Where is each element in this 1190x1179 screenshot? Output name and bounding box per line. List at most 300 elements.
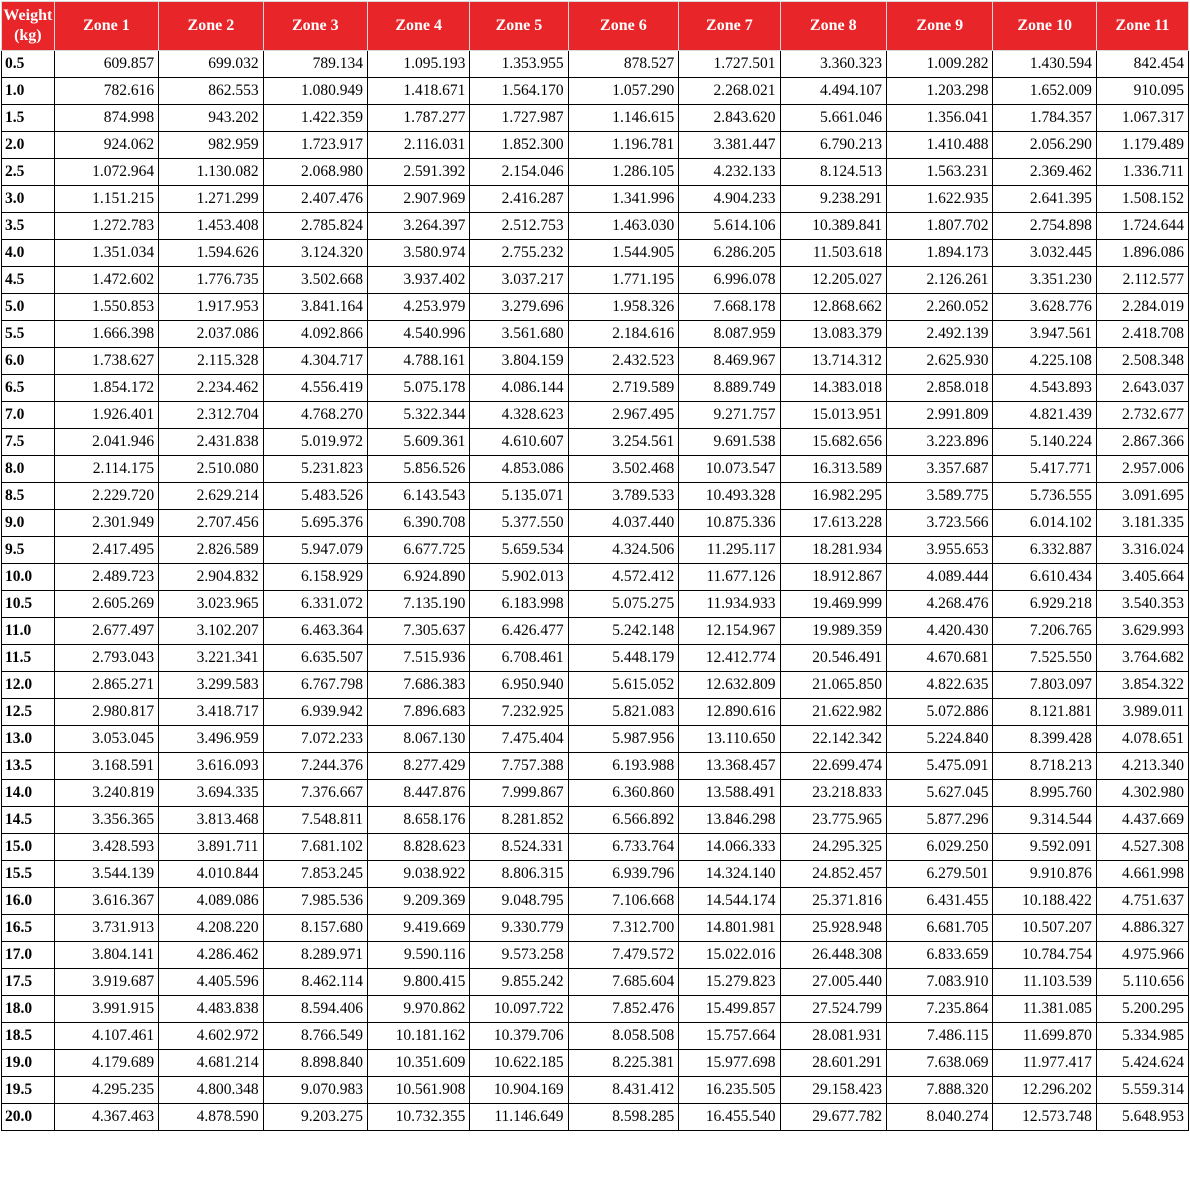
- rate-cell: 9.209.369: [367, 888, 469, 915]
- rate-cell: 5.483.526: [263, 483, 367, 510]
- rate-cell: 4.494.107: [780, 78, 886, 105]
- zone-header: Zone 11: [1096, 2, 1188, 51]
- rate-cell: 6.733.764: [568, 834, 679, 861]
- rate-cell: 12.632.809: [679, 672, 780, 699]
- weight-cell: 15.5: [2, 861, 55, 888]
- table-row: [2, 834, 1189, 861]
- rate-cell: 4.225.108: [993, 348, 1096, 375]
- rate-cell: 1.926.401: [54, 402, 158, 429]
- rate-cell: 6.939.942: [263, 699, 367, 726]
- rate-cell: 1.179.489: [1096, 132, 1188, 159]
- rate-cell: 3.279.696: [470, 294, 568, 321]
- rate-cell: 2.115.328: [159, 348, 263, 375]
- rate-cell: 6.790.213: [780, 132, 886, 159]
- rate-cell: 3.804.159: [470, 348, 568, 375]
- rate-cell: 4.661.998: [1096, 861, 1188, 888]
- rate-cell: 8.277.429: [367, 753, 469, 780]
- rate-cell: 6.014.102: [993, 510, 1096, 537]
- rate-cell: 1.896.086: [1096, 240, 1188, 267]
- table-row: [2, 78, 1189, 105]
- rate-cell: 2.112.577: [1096, 267, 1188, 294]
- rate-cell: 7.305.637: [367, 618, 469, 645]
- rate-cell: 1.095.193: [367, 51, 469, 78]
- rate-cell: 2.826.589: [159, 537, 263, 564]
- rate-cell: 2.785.824: [263, 213, 367, 240]
- rate-cell: 7.206.765: [993, 618, 1096, 645]
- rate-cell: 1.422.359: [263, 105, 367, 132]
- rate-cell: 9.800.415: [367, 969, 469, 996]
- rate-cell: 20.546.491: [780, 645, 886, 672]
- rate-cell: 2.416.287: [470, 186, 568, 213]
- rate-cell: 3.168.591: [54, 753, 158, 780]
- rate-cell: 3.764.682: [1096, 645, 1188, 672]
- rate-cell: 4.179.689: [54, 1050, 158, 1077]
- table-row: [2, 699, 1189, 726]
- rate-cell: 5.417.771: [993, 456, 1096, 483]
- rate-cell: 9.970.862: [367, 996, 469, 1023]
- rate-cell: 6.833.659: [887, 942, 993, 969]
- rate-cell: 1.666.398: [54, 321, 158, 348]
- zone-header: Zone 6: [568, 2, 679, 51]
- rate-cell: 9.038.922: [367, 861, 469, 888]
- rate-cell: 3.316.024: [1096, 537, 1188, 564]
- rate-cell: 3.919.687: [54, 969, 158, 996]
- rate-cell: 7.486.115: [887, 1023, 993, 1050]
- rate-cell: 6.390.708: [367, 510, 469, 537]
- rate-cell: 15.757.664: [679, 1023, 780, 1050]
- rate-cell: 4.540.996: [367, 321, 469, 348]
- rate-cell: 6.426.477: [470, 618, 568, 645]
- zone-header: Zone 9: [887, 2, 993, 51]
- rate-cell: 16.982.295: [780, 483, 886, 510]
- table-row: [2, 1104, 1189, 1131]
- rate-cell: 1.738.627: [54, 348, 158, 375]
- weight-cell: 12.0: [2, 672, 55, 699]
- rate-cell: 12.154.967: [679, 618, 780, 645]
- rate-cell: 1.356.041: [887, 105, 993, 132]
- rate-cell: 11.103.539: [993, 969, 1096, 996]
- rate-cell: 6.566.892: [568, 807, 679, 834]
- rate-cell: 2.677.497: [54, 618, 158, 645]
- rate-cell: 5.736.555: [993, 483, 1096, 510]
- rate-cell: 6.158.929: [263, 564, 367, 591]
- rate-cell: 9.910.876: [993, 861, 1096, 888]
- rate-cell: 4.304.717: [263, 348, 367, 375]
- rate-cell: 4.092.866: [263, 321, 367, 348]
- rate-cell: 8.058.508: [568, 1023, 679, 1050]
- weight-cell: 0.5: [2, 51, 55, 78]
- rate-cell: 4.788.161: [367, 348, 469, 375]
- rate-cell: 8.225.381: [568, 1050, 679, 1077]
- rate-cell: 7.475.404: [470, 726, 568, 753]
- rate-cell: 24.295.325: [780, 834, 886, 861]
- rate-cell: 2.732.677: [1096, 402, 1188, 429]
- rate-cell: 3.124.320: [263, 240, 367, 267]
- table-row: [2, 915, 1189, 942]
- rate-cell: 4.078.651: [1096, 726, 1188, 753]
- rate-cell: 2.843.620: [679, 105, 780, 132]
- rate-cell: 7.106.668: [568, 888, 679, 915]
- rate-cell: 16.235.505: [679, 1077, 780, 1104]
- rate-cell: 2.369.462: [993, 159, 1096, 186]
- rate-cell: 11.934.933: [679, 591, 780, 618]
- rate-cell: 1.080.949: [263, 78, 367, 105]
- rate-cell: 3.789.533: [568, 483, 679, 510]
- weight-cell: 8.0: [2, 456, 55, 483]
- rate-cell: 9.590.116: [367, 942, 469, 969]
- rate-cell: 8.399.428: [993, 726, 1096, 753]
- rate-cell: 4.670.681: [887, 645, 993, 672]
- rate-cell: 3.053.045: [54, 726, 158, 753]
- weight-cell: 17.5: [2, 969, 55, 996]
- weight-cell: 14.5: [2, 807, 55, 834]
- rate-cell: 5.648.953: [1096, 1104, 1188, 1131]
- rate-cell: 2.056.290: [993, 132, 1096, 159]
- rate-cell: 1.724.644: [1096, 213, 1188, 240]
- weight-cell: 20.0: [2, 1104, 55, 1131]
- rate-cell: 9.330.779: [470, 915, 568, 942]
- rate-cell: 8.040.274: [887, 1104, 993, 1131]
- rate-cell: 2.629.214: [159, 483, 263, 510]
- rate-cell: 3.240.819: [54, 780, 158, 807]
- rate-cell: 2.184.616: [568, 321, 679, 348]
- table-row: [2, 537, 1189, 564]
- rate-cell: 19.469.999: [780, 591, 886, 618]
- rate-cell: 4.853.086: [470, 456, 568, 483]
- rate-cell: 1.130.082: [159, 159, 263, 186]
- rate-cell: 5.448.179: [568, 645, 679, 672]
- rate-cell: 2.268.021: [679, 78, 780, 105]
- rate-cell: 8.594.406: [263, 996, 367, 1023]
- rate-cell: 23.775.965: [780, 807, 886, 834]
- table-row: [2, 51, 1189, 78]
- rate-cell: 3.991.915: [54, 996, 158, 1023]
- rate-cell: 7.376.667: [263, 780, 367, 807]
- table-row: [2, 780, 1189, 807]
- rate-cell: 16.455.540: [679, 1104, 780, 1131]
- rate-cell: 1.508.152: [1096, 186, 1188, 213]
- rate-cell: 5.424.624: [1096, 1050, 1188, 1077]
- rate-cell: 1.594.626: [159, 240, 263, 267]
- rate-cell: 4.268.476: [887, 591, 993, 618]
- rate-cell: 9.203.275: [263, 1104, 367, 1131]
- rate-cell: 7.757.388: [470, 753, 568, 780]
- rate-cell: 3.502.468: [568, 456, 679, 483]
- rate-cell: 3.357.687: [887, 456, 993, 483]
- rate-cell: 6.929.218: [993, 591, 1096, 618]
- rate-cell: 2.867.366: [1096, 429, 1188, 456]
- rate-cell: 3.544.139: [54, 861, 158, 888]
- rate-table-body: [2, 51, 1189, 1131]
- rate-cell: 6.332.887: [993, 537, 1096, 564]
- rate-cell: 1.564.170: [470, 78, 568, 105]
- rate-cell: 12.890.616: [679, 699, 780, 726]
- rate-cell: 1.652.009: [993, 78, 1096, 105]
- rate-cell: 11.677.126: [679, 564, 780, 591]
- rate-cell: 13.714.312: [780, 348, 886, 375]
- rate-cell: 4.086.144: [470, 375, 568, 402]
- rate-cell: 6.029.250: [887, 834, 993, 861]
- rate-cell: 7.525.550: [993, 645, 1096, 672]
- rate-cell: 4.572.412: [568, 564, 679, 591]
- rate-cell: 6.708.461: [470, 645, 568, 672]
- rate-cell: 7.853.245: [263, 861, 367, 888]
- rate-cell: 6.677.725: [367, 537, 469, 564]
- rate-cell: 4.821.439: [993, 402, 1096, 429]
- weight-header-line2: (kg): [14, 27, 42, 44]
- table-row: [2, 726, 1189, 753]
- rate-cell: 2.957.006: [1096, 456, 1188, 483]
- rate-cell: 1.203.298: [887, 78, 993, 105]
- rate-cell: 11.146.649: [470, 1104, 568, 1131]
- rate-cell: 14.383.018: [780, 375, 886, 402]
- rate-cell: 4.751.637: [1096, 888, 1188, 915]
- rate-cell: 11.295.117: [679, 537, 780, 564]
- rate-cell: 4.886.327: [1096, 915, 1188, 942]
- rate-cell: 2.432.523: [568, 348, 679, 375]
- rate-cell: 6.286.205: [679, 240, 780, 267]
- rate-cell: 4.768.270: [263, 402, 367, 429]
- rate-cell: 8.462.114: [263, 969, 367, 996]
- rate-cell: 28.081.931: [780, 1023, 886, 1050]
- rate-cell: 8.524.331: [470, 834, 568, 861]
- rate-cell: 6.924.890: [367, 564, 469, 591]
- rate-cell: 5.695.376: [263, 510, 367, 537]
- rate-cell: 1.622.935: [887, 186, 993, 213]
- rate-cell: 15.977.698: [679, 1050, 780, 1077]
- rate-cell: 4.483.838: [159, 996, 263, 1023]
- rate-cell: 2.641.395: [993, 186, 1096, 213]
- rate-cell: 5.475.091: [887, 753, 993, 780]
- rate-cell: 12.868.662: [780, 294, 886, 321]
- rate-cell: 8.067.130: [367, 726, 469, 753]
- rate-cell: 4.367.463: [54, 1104, 158, 1131]
- rate-cell: 4.527.308: [1096, 834, 1188, 861]
- rate-cell: 7.479.572: [568, 942, 679, 969]
- rate-cell: 2.312.704: [159, 402, 263, 429]
- rate-cell: 25.371.816: [780, 888, 886, 915]
- rate-cell: 8.718.213: [993, 753, 1096, 780]
- rate-cell: 7.681.102: [263, 834, 367, 861]
- rate-cell: 6.431.455: [887, 888, 993, 915]
- rate-cell: 4.556.419: [263, 375, 367, 402]
- rate-cell: 1.410.488: [887, 132, 993, 159]
- rate-cell: 3.804.141: [54, 942, 158, 969]
- rate-cell: 3.223.896: [887, 429, 993, 456]
- rate-cell: 1.563.231: [887, 159, 993, 186]
- rate-cell: 8.469.967: [679, 348, 780, 375]
- rate-cell: 1.784.357: [993, 105, 1096, 132]
- table-row: [2, 510, 1189, 537]
- rate-cell: 10.188.422: [993, 888, 1096, 915]
- weight-cell: 2.5: [2, 159, 55, 186]
- rate-cell: 1.286.105: [568, 159, 679, 186]
- zone-header: Zone 8: [780, 2, 886, 51]
- rate-cell: 8.806.315: [470, 861, 568, 888]
- rate-cell: 1.271.299: [159, 186, 263, 213]
- rate-cell: 3.381.447: [679, 132, 780, 159]
- rate-cell: 2.865.271: [54, 672, 158, 699]
- rate-cell: 8.658.176: [367, 807, 469, 834]
- rate-cell: 2.126.261: [887, 267, 993, 294]
- rate-cell: 8.598.285: [568, 1104, 679, 1131]
- rate-cell: 2.508.348: [1096, 348, 1188, 375]
- rate-cell: 2.431.838: [159, 429, 263, 456]
- rate-cell: 609.857: [54, 51, 158, 78]
- table-row: [2, 618, 1189, 645]
- weight-cell: 3.5: [2, 213, 55, 240]
- rate-cell: 7.232.925: [470, 699, 568, 726]
- rate-cell: 1.787.277: [367, 105, 469, 132]
- rate-cell: 5.947.079: [263, 537, 367, 564]
- rate-cell: 4.681.214: [159, 1050, 263, 1077]
- rate-cell: 1.336.711: [1096, 159, 1188, 186]
- rate-cell: 2.492.139: [887, 321, 993, 348]
- rate-cell: 1.341.996: [568, 186, 679, 213]
- rate-cell: 4.295.235: [54, 1077, 158, 1104]
- rate-cell: 2.489.723: [54, 564, 158, 591]
- rate-cell: 18.912.867: [780, 564, 886, 591]
- rate-cell: 14.066.333: [679, 834, 780, 861]
- rate-cell: 9.271.757: [679, 402, 780, 429]
- rate-cell: 21.622.982: [780, 699, 886, 726]
- rate-cell: 3.264.397: [367, 213, 469, 240]
- rate-cell: 782.616: [54, 78, 158, 105]
- weight-cell: 10.0: [2, 564, 55, 591]
- weight-cell: 3.0: [2, 186, 55, 213]
- table-row: [2, 942, 1189, 969]
- rate-cell: 15.013.951: [780, 402, 886, 429]
- rate-cell: 2.754.898: [993, 213, 1096, 240]
- table-row: [2, 321, 1189, 348]
- rate-cell: 10.561.908: [367, 1077, 469, 1104]
- rate-cell: 4.208.220: [159, 915, 263, 942]
- rate-cell: 3.254.561: [568, 429, 679, 456]
- weight-cell: 11.0: [2, 618, 55, 645]
- weight-cell: 9.5: [2, 537, 55, 564]
- rate-cell: 5.231.823: [263, 456, 367, 483]
- rate-cell: 3.405.664: [1096, 564, 1188, 591]
- rate-cell: 3.502.668: [263, 267, 367, 294]
- weight-header-line1: Weight: [3, 7, 53, 24]
- table-row: [2, 348, 1189, 375]
- table-row: [2, 969, 1189, 996]
- rate-cell: 2.041.946: [54, 429, 158, 456]
- rate-cell: 8.766.549: [263, 1023, 367, 1050]
- rate-cell: 943.202: [159, 105, 263, 132]
- rate-cell: 1.854.172: [54, 375, 158, 402]
- rate-cell: 2.707.456: [159, 510, 263, 537]
- rate-cell: 4.800.348: [159, 1077, 263, 1104]
- rate-cell: 29.677.782: [780, 1104, 886, 1131]
- rate-cell: 5.322.344: [367, 402, 469, 429]
- rate-cell: 7.686.383: [367, 672, 469, 699]
- rate-cell: 5.110.656: [1096, 969, 1188, 996]
- rate-cell: 10.181.162: [367, 1023, 469, 1050]
- rate-cell: 2.991.809: [887, 402, 993, 429]
- weight-cell: 1.0: [2, 78, 55, 105]
- table-row: [2, 861, 1189, 888]
- rate-cell: 2.755.232: [470, 240, 568, 267]
- zone-header: Zone 10: [993, 2, 1096, 51]
- rate-cell: 3.102.207: [159, 618, 263, 645]
- rate-cell: 9.691.538: [679, 429, 780, 456]
- rate-cell: 8.087.959: [679, 321, 780, 348]
- rate-cell: 982.959: [159, 132, 263, 159]
- rate-cell: 1.917.953: [159, 294, 263, 321]
- rate-cell: 10.097.722: [470, 996, 568, 1023]
- rate-cell: 3.580.974: [367, 240, 469, 267]
- weight-header: [2, 2, 55, 51]
- rate-cell: 8.898.840: [263, 1050, 367, 1077]
- rate-cell: 1.727.987: [470, 105, 568, 132]
- rate-cell: 17.613.228: [780, 510, 886, 537]
- rate-cell: 7.312.700: [568, 915, 679, 942]
- weight-cell: 18.5: [2, 1023, 55, 1050]
- rate-cell: 15.022.016: [679, 942, 780, 969]
- rate-cell: 3.589.775: [887, 483, 993, 510]
- rate-cell: 5.075.178: [367, 375, 469, 402]
- rate-cell: 2.719.589: [568, 375, 679, 402]
- rate-cell: 3.540.353: [1096, 591, 1188, 618]
- rate-cell: 5.200.295: [1096, 996, 1188, 1023]
- rate-cell: 789.134: [263, 51, 367, 78]
- rate-cell: 2.260.052: [887, 294, 993, 321]
- rate-cell: 5.075.275: [568, 591, 679, 618]
- rate-cell: 4.253.979: [367, 294, 469, 321]
- rate-cell: 4.420.430: [887, 618, 993, 645]
- rate-cell: 2.793.043: [54, 645, 158, 672]
- rate-cell: 1.807.702: [887, 213, 993, 240]
- rate-table: [1, 1, 1189, 1131]
- rate-cell: 878.527: [568, 51, 679, 78]
- rate-cell: 5.821.083: [568, 699, 679, 726]
- rate-cell: 6.360.860: [568, 780, 679, 807]
- rate-cell: 5.224.840: [887, 726, 993, 753]
- rate-cell: 7.083.910: [887, 969, 993, 996]
- rate-cell: 2.116.031: [367, 132, 469, 159]
- rate-cell: 10.379.706: [470, 1023, 568, 1050]
- rate-cell: 4.010.844: [159, 861, 263, 888]
- rate-cell: 8.431.412: [568, 1077, 679, 1104]
- rate-cell: 2.037.086: [159, 321, 263, 348]
- rate-cell: 3.628.776: [993, 294, 1096, 321]
- table-row: [2, 240, 1189, 267]
- rate-cell: 9.314.544: [993, 807, 1096, 834]
- header-row: [2, 2, 1189, 51]
- rate-cell: 2.591.392: [367, 159, 469, 186]
- rate-cell: 3.891.711: [159, 834, 263, 861]
- table-row: [2, 267, 1189, 294]
- weight-cell: 6.5: [2, 375, 55, 402]
- rate-cell: 7.244.376: [263, 753, 367, 780]
- rate-cell: 10.732.355: [367, 1104, 469, 1131]
- rate-cell: 9.855.242: [470, 969, 568, 996]
- zone-header: Zone 3: [263, 2, 367, 51]
- rate-cell: 5.902.013: [470, 564, 568, 591]
- rate-cell: 1.196.781: [568, 132, 679, 159]
- rate-cell: 13.110.650: [679, 726, 780, 753]
- rate-cell: 3.616.367: [54, 888, 158, 915]
- weight-cell: 2.0: [2, 132, 55, 159]
- rate-cell: 9.070.983: [263, 1077, 367, 1104]
- rate-cell: 699.032: [159, 51, 263, 78]
- rate-cell: 1.067.317: [1096, 105, 1188, 132]
- rate-cell: 4.037.440: [568, 510, 679, 537]
- rate-cell: 2.418.708: [1096, 321, 1188, 348]
- rate-cell: 6.279.501: [887, 861, 993, 888]
- rate-cell: 8.121.881: [993, 699, 1096, 726]
